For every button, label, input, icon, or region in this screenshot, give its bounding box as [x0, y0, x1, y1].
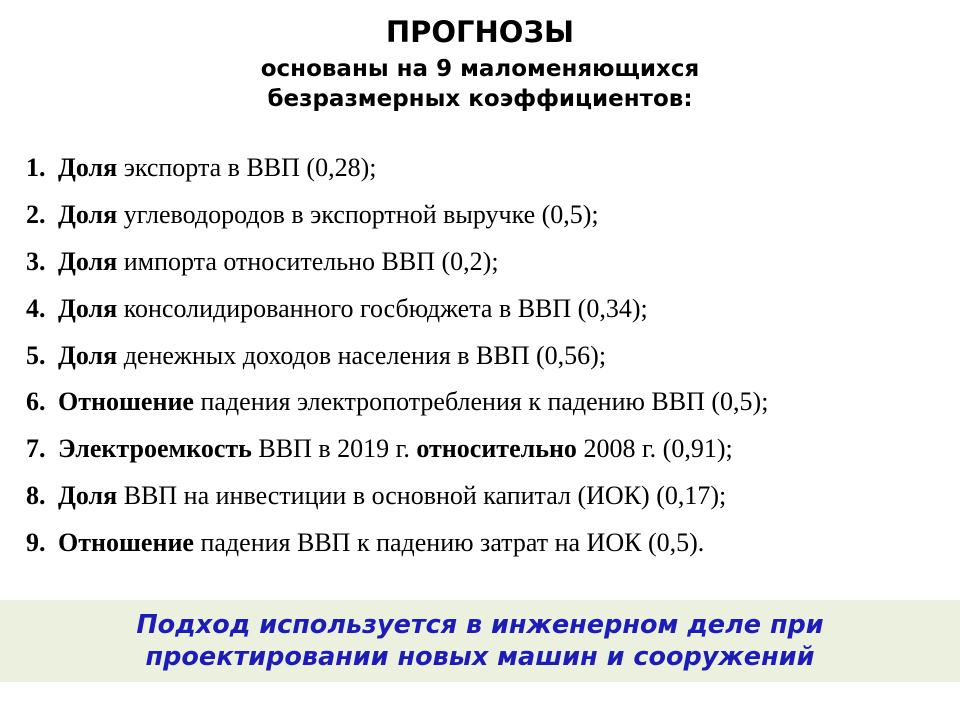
- list-item-description: консолидированного госбюджета в ВВП (0,34);: [117, 293, 648, 323]
- list-item: [26, 239, 946, 286]
- list-item-text: [58, 294, 648, 324]
- list-item-keyword: Отношение: [58, 527, 194, 557]
- list-item-number: 6.: [26, 387, 46, 417]
- list-item-text: [58, 387, 768, 417]
- list-item-text: [58, 153, 376, 183]
- list-item-keyword: Электроемкость: [58, 434, 252, 464]
- list-item: [26, 519, 946, 566]
- banner-line-1: Подход используется в инженерном деле при: [136, 610, 824, 640]
- list-item-text: [58, 247, 499, 277]
- list-item-text: [58, 434, 733, 464]
- list-item-number: 5.: [26, 340, 46, 370]
- list-item-number: 2.: [26, 200, 46, 230]
- list-item-description: импорта относительно ВВП (0,2);: [117, 246, 499, 276]
- list-item-keyword: Доля: [58, 246, 118, 276]
- list-item-description: падения ВВП к падению затрат на ИОК (0,5).: [193, 527, 705, 557]
- list-item-number: 7.: [26, 434, 46, 464]
- list-item: [26, 426, 946, 473]
- list-item-keyword: относительно: [416, 434, 577, 464]
- list-item: [26, 332, 946, 379]
- list-item-number: 8.: [26, 480, 46, 510]
- list-item: [26, 473, 946, 520]
- subtitle-line-1: основаны на 9 маломеняющихся: [260, 56, 700, 82]
- list-item-description: ВВП на инвестиции в основной капитал (ИОК) (0,17);: [117, 480, 727, 510]
- list-item-description: углеводородов в экспортной выручке (0,5);: [117, 200, 599, 230]
- list-item-keyword: Доля: [58, 293, 118, 323]
- approach-banner: [0, 600, 960, 682]
- list-item: [26, 285, 946, 332]
- list-item-text: [58, 481, 726, 511]
- banner-line-2: проектировании новых машин и сооружений: [145, 642, 815, 672]
- list-item-text: [58, 341, 606, 371]
- title-block: [0, 10, 960, 114]
- list-item-number: 9.: [26, 527, 46, 557]
- list-item-description: ВВП в 2019 г.: [251, 434, 417, 464]
- list-item-number: 3.: [26, 246, 46, 276]
- subtitle-line-2: безразмерных коэффициентов:: [267, 86, 693, 112]
- page-title: ПРОГНОЗЫ: [385, 15, 575, 49]
- list-item-text: [58, 200, 599, 230]
- list-item-text: [58, 528, 704, 558]
- list-item-description: экспорта в ВВП (0,28);: [117, 153, 377, 183]
- list-item: [26, 192, 946, 239]
- list-item-keyword: Доля: [58, 340, 118, 370]
- list-item: [26, 145, 946, 192]
- list-item-number: 1.: [26, 153, 46, 183]
- list-item-keyword: Доля: [58, 153, 118, 183]
- list-item: [26, 379, 946, 426]
- list-item-keyword: Доля: [58, 200, 118, 230]
- list-item-keyword: Отношение: [58, 387, 194, 417]
- list-item-description: денежных доходов населения в ВВП (0,56);: [117, 340, 607, 370]
- list-item-number: 4.: [26, 293, 46, 323]
- list-item-keyword: Доля: [58, 480, 118, 510]
- coefficient-list: [26, 145, 946, 566]
- list-item-description: падения электропотребления к падению ВВП (0,5);: [193, 387, 769, 417]
- list-item-description: 2008 г. (0,91);: [576, 434, 733, 464]
